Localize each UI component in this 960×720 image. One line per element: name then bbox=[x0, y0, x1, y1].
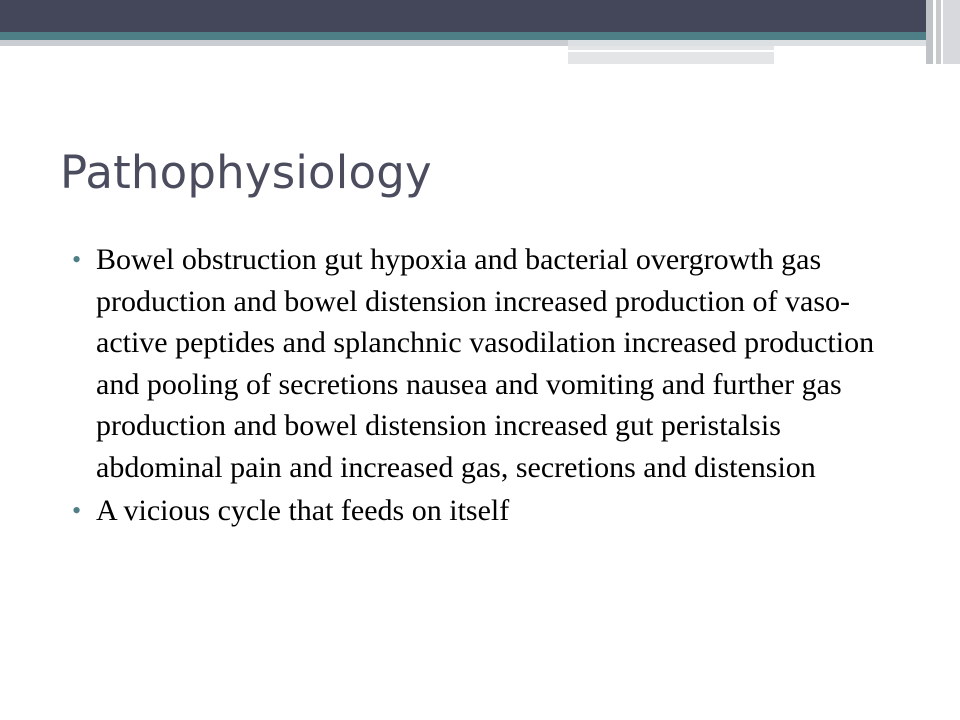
header-band-gray bbox=[0, 40, 568, 46]
bullet-text: Bowel obstruction bbox=[96, 243, 317, 276]
bullet-text: increased production and pooling of secretions bbox=[96, 326, 875, 401]
header-band-light bbox=[568, 46, 774, 64]
bullet-text: nausea and vomiting and further gas production and bowel distension bbox=[96, 367, 842, 442]
bullet-text: gas production and bowel distension bbox=[96, 243, 822, 318]
bullet-text: gut hypoxia and bacterial overgrowth bbox=[324, 243, 774, 276]
header-band-teal bbox=[0, 32, 960, 40]
bullet-dot-icon: • bbox=[72, 496, 82, 525]
bullet-text: A vicious cycle that feeds on itself bbox=[96, 494, 510, 527]
slide-title: Pathophysiology bbox=[60, 146, 432, 199]
bullet-text: increased gut peristalsis bbox=[494, 409, 781, 442]
bullet-item bbox=[72, 240, 912, 487]
corner-stripe bbox=[943, 0, 960, 64]
header-band-dark bbox=[0, 0, 926, 32]
bullet-text: abdominal pain and increased gas, secretions and distension bbox=[96, 450, 816, 484]
bullet-dot-icon: • bbox=[72, 245, 82, 274]
header-hairline bbox=[568, 50, 888, 52]
corner-stripe bbox=[926, 0, 933, 64]
bullet-item bbox=[72, 491, 912, 531]
bullet-list bbox=[72, 240, 912, 535]
bullet-text: increased production of vaso-active peptides and splanchnic vasodilation bbox=[96, 284, 850, 359]
